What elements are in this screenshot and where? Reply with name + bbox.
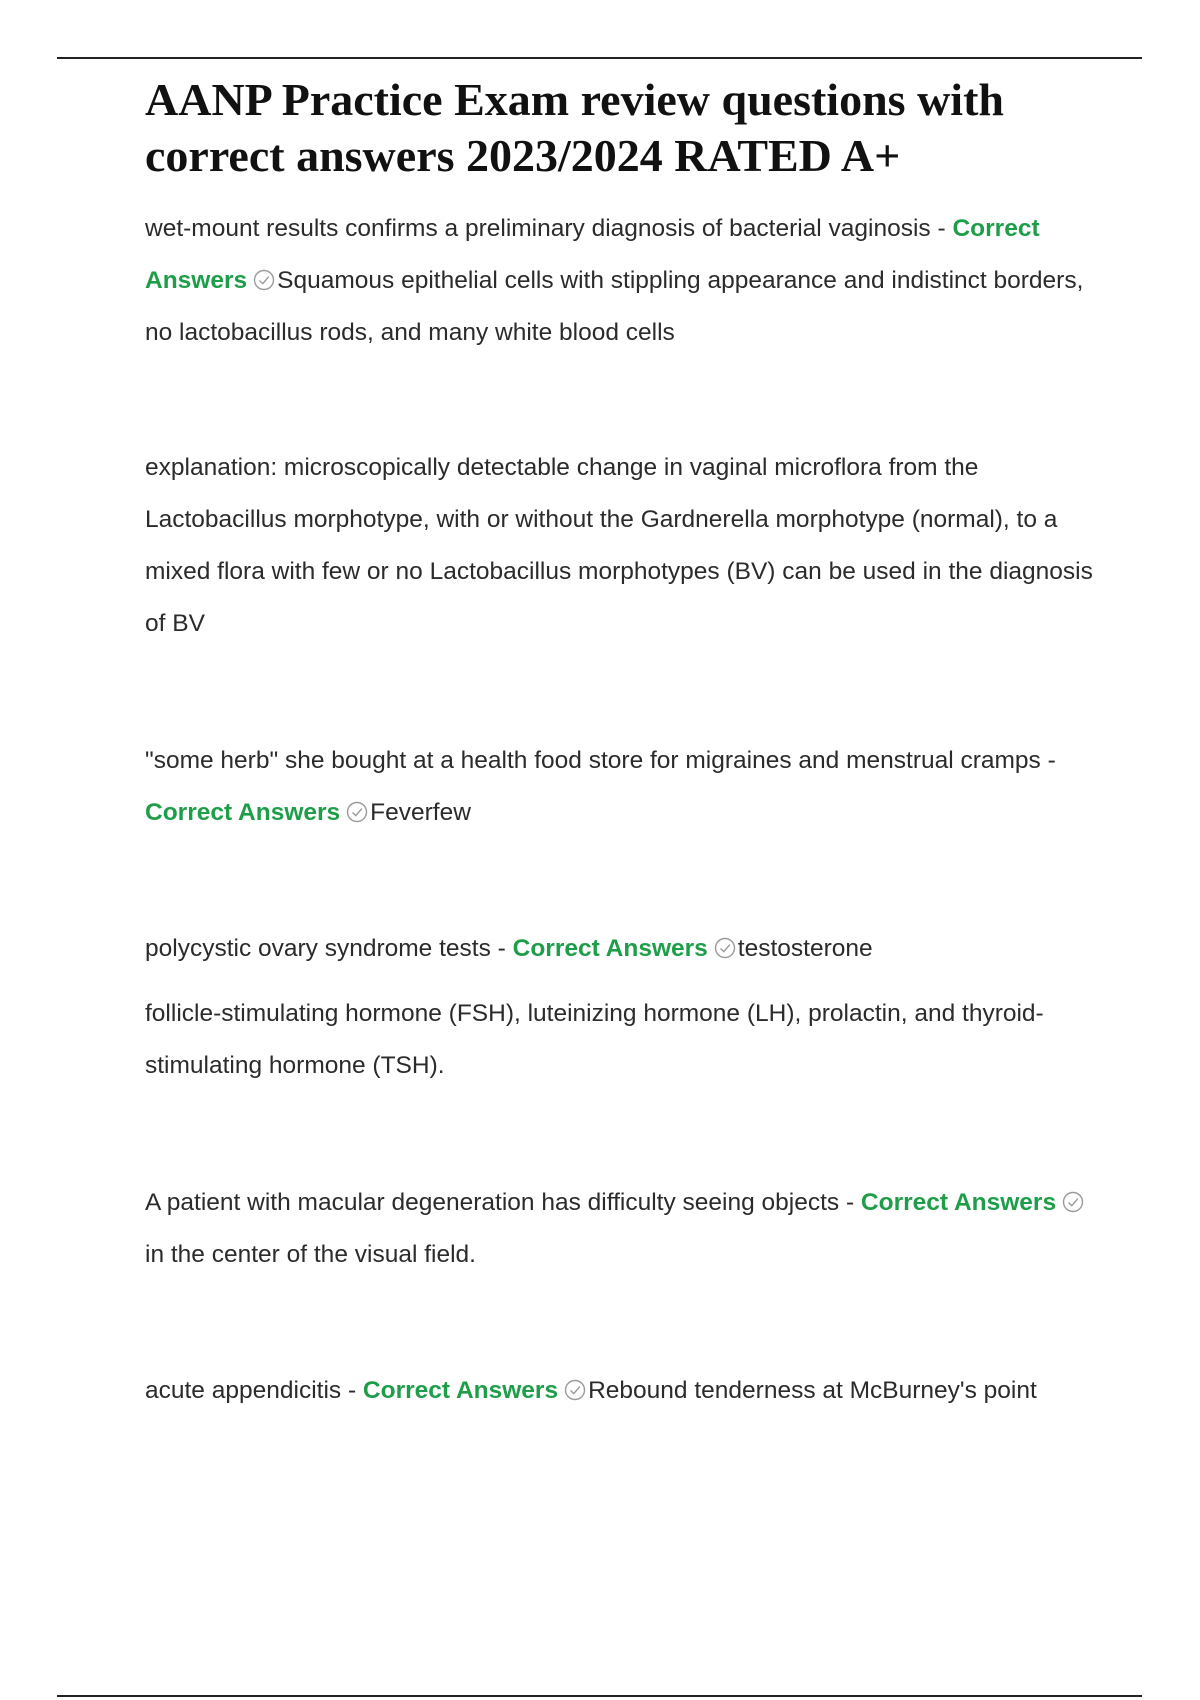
answer-continuation: follicle-stimulating hormone (FSH), luteinizing hormone (LH), prolactin, and thyroid-stimulating hormone (TSH). bbox=[145, 1000, 1044, 1079]
qa-item bbox=[145, 1177, 1095, 1281]
answer-text: Rebound tenderness at McBurney's point bbox=[588, 1377, 1037, 1404]
bottom-rule bbox=[57, 1695, 1142, 1697]
question-text: acute appendicitis - bbox=[145, 1377, 357, 1404]
question-text: A patient with macular degeneration has difficulty seeing objects - bbox=[145, 1189, 855, 1216]
correct-answers-label: Correct Answers bbox=[362, 1377, 559, 1404]
correct-answers-label: Correct Answers bbox=[145, 215, 1040, 294]
top-rule bbox=[57, 57, 1142, 59]
document-title: AANP Practice Exam review questions with correct answers 2023/2024 RATED A+ bbox=[145, 74, 1004, 181]
question-text: "some herb" she bought at a health food store for migraines and menstrual cramps - bbox=[145, 747, 1056, 774]
circle-check-icon bbox=[346, 801, 368, 823]
answer-text: Feverfew bbox=[370, 799, 471, 826]
answer-text: in the center of the visual field. bbox=[145, 1241, 476, 1268]
correct-answers-label: Correct Answers bbox=[145, 799, 341, 826]
circle-check-icon bbox=[564, 1379, 586, 1401]
correct-answers-label: Correct Answers bbox=[512, 935, 708, 962]
qa-item bbox=[145, 735, 1095, 839]
qa-item bbox=[145, 203, 1095, 359]
circle-check-icon bbox=[1062, 1191, 1084, 1213]
question-text: polycystic ovary syndrome tests - bbox=[145, 935, 506, 962]
answer-text: Squamous epithelial cells with stippling appearance and indistinct borders, no lactobacillus rods, and many white blood cells bbox=[145, 267, 1084, 346]
qa-item bbox=[145, 923, 1095, 975]
qa-item bbox=[145, 1365, 1095, 1417]
circle-check-icon bbox=[714, 937, 736, 959]
circle-check-icon bbox=[253, 269, 275, 291]
answer-text: testosterone bbox=[737, 935, 873, 962]
explanation-paragraph: explanation: microscopically detectable change in vaginal microflora from the Lactobacillus morphotype, with or without the Gardnerella morphotype (normal), to a mixed flora with few or no Lactobacillus morphotypes (BV) can be used in the diagnosis of BV bbox=[145, 454, 1093, 637]
correct-answers-label: Correct Answers bbox=[860, 1189, 1057, 1216]
question-text: wet-mount results confirms a preliminary diagnosis of bacterial vaginosis - bbox=[145, 215, 946, 242]
